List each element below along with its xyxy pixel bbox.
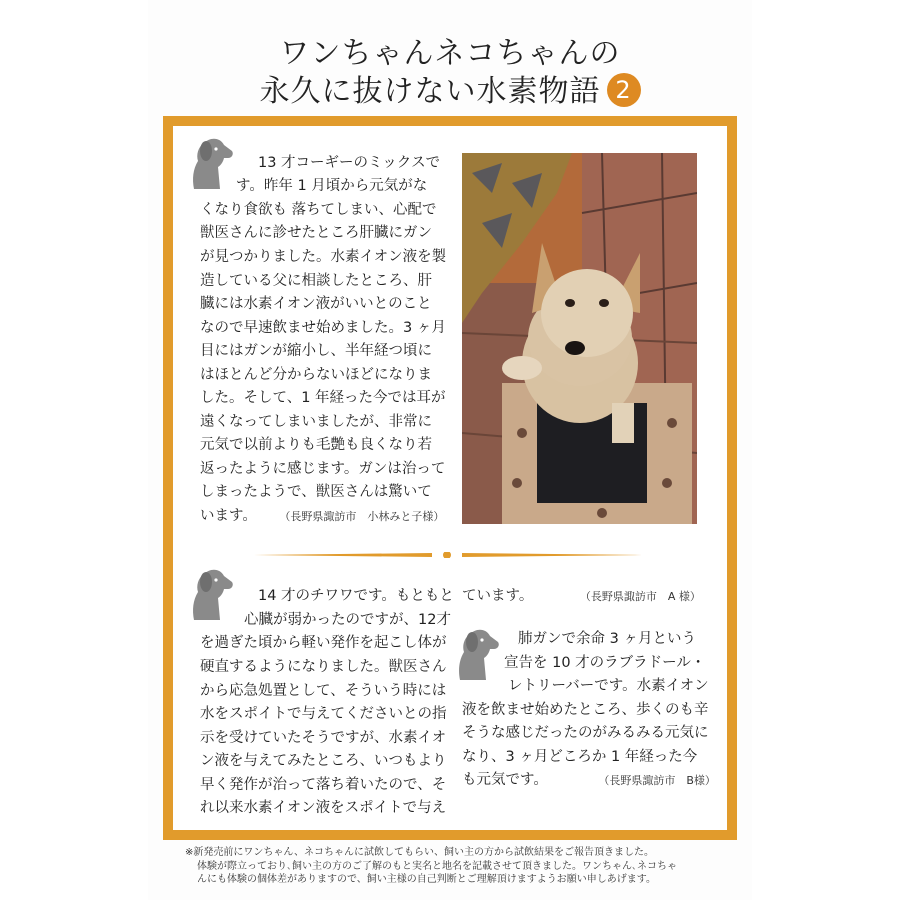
story3-last-line: も元気です。 <box>462 772 548 788</box>
story2-line-6: 示を受けていたそうですが、水素イオ <box>200 730 447 746</box>
story2-line-2: を過ぎた頃から軽い発作を起こし体が <box>200 635 447 651</box>
story3-signature: （長野県諏訪市 B様） <box>603 774 716 787</box>
story2-line-4: から応急処置として、そういう時には <box>200 683 447 699</box>
story2-continuation <box>462 585 701 609</box>
story1-line-4: が見つかりました。水素イオン液を製 <box>200 249 447 265</box>
story3-line-6 <box>462 769 716 793</box>
story1-line-14: しまったようで、獣医さんは驚いて <box>200 484 432 500</box>
story1-line-9: はほとんど分からないほどになりま <box>200 367 432 383</box>
story3-line-2: レトリーバーです。水素イオン <box>508 678 709 694</box>
story2-line-1: 心臓が弱かったのですが、12才 <box>244 612 451 628</box>
story1-line-10: した。そして、1 年経った今では耳が <box>200 390 446 406</box>
footnote-line-1: 体験が際立っており､飼い主の方のご了解のもと実名と地名を記載させて頂きました。ワンちゃん､ネコちゃ <box>197 860 677 872</box>
number-badge: 2 <box>607 73 641 107</box>
story1-last-line: います。 <box>200 508 257 524</box>
story3-line-4: そうな感じだったのがみるみる元気に <box>462 725 709 741</box>
story2-line-9: れ以来水素イオン液をスポイトで与え <box>200 800 447 816</box>
story1-line-12: 元気で以前よりも毛艶も良くなり若 <box>200 437 432 453</box>
story2-line-8: 早く発作が治って落ち着いたので、そ <box>200 777 447 793</box>
story1-line-11: 遠くなってしまいましたが、非常に <box>200 414 432 430</box>
story2-line-7: ン液を与えてみたところ、いつもより <box>200 753 447 769</box>
dog-head-icon <box>190 568 234 624</box>
title-line-2 <box>0 66 900 110</box>
story3-line-1: 宣告を 10 才のラブラドール・ <box>504 655 706 671</box>
story1-line-3: 獣医さんに診せたところ肝臓にガン <box>200 225 432 241</box>
footnote-line-0: ※新発売前にワンちゃん、ネコちゃんに試飲してもらい、飼い主の方から試飲結果をご報告頂きました。 <box>185 847 654 858</box>
story1-line-0: 13 才コーギーのミックスで <box>258 155 441 171</box>
story2-signature: （長野県諏訪市 A 様） <box>585 590 701 603</box>
corgi-mix-photo <box>462 153 697 524</box>
story1-signature: （長野県諏訪市 小林みと子様） <box>284 510 445 523</box>
story2-line-0: 14 才のチワワです。もともと <box>258 588 454 604</box>
title-line-2-text: 永久に抜けない水素物語 <box>259 74 601 109</box>
story1-line-13: 返ったように感じます。ガンは治って <box>200 461 446 477</box>
footnote <box>185 846 725 887</box>
section-divider <box>252 552 642 558</box>
story2-line-5: 水をスポイトで与えてくださいとの指 <box>200 706 447 722</box>
story1-line-8: 目にはガンが縮小し、半年経つ頃に <box>200 343 432 359</box>
story3-line-5: なり、3 ヶ月どころか 1 年経った今 <box>462 749 698 765</box>
footnote-line-2: んにも体験の個体差がありますので、飼い主様の自己判断とご理解頂けますようお願い申しあげます。 <box>197 874 656 885</box>
story1-line-5: 造している父に相談したところ、肝 <box>200 273 432 289</box>
dog-head-icon <box>190 137 234 193</box>
story2-line-3: 硬直するようになりました。獣医さん <box>200 659 447 675</box>
story1-line-2: くなり食欲も 落ちてしまい、心配で <box>200 202 437 218</box>
story1-line-6: 臓には水素イオン液がいいとのこと <box>200 296 432 312</box>
story3-line-0: 肺ガンで余命 3 ヶ月という <box>518 631 696 647</box>
story1-line-7: なので早速飲ませ始めました。3 ヶ月 <box>200 320 446 336</box>
story3-line-3: 液を飲ませ始めたところ、歩くのも辛 <box>462 702 709 718</box>
story1-line-15 <box>200 505 444 529</box>
story1-line-1: す。昨年 1 月頃から元気がな <box>236 178 428 194</box>
story2-continuation-text: ています。 <box>462 588 534 604</box>
title-line-1: ワンちゃんネコちゃんの <box>279 36 621 71</box>
dog-head-icon <box>456 628 500 684</box>
